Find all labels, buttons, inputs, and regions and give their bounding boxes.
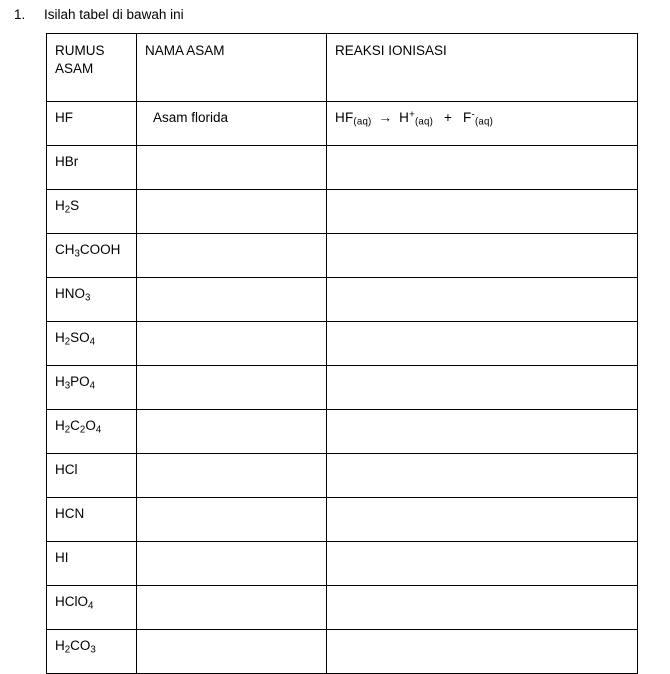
table-row — [47, 189, 638, 233]
cell-reaction[interactable] — [327, 541, 638, 585]
cell-name[interactable] — [137, 365, 327, 409]
cell-reaction[interactable] — [327, 409, 638, 453]
cell-reaction[interactable] — [327, 145, 638, 189]
cell-formula: $CH_3COOH$ — [47, 233, 137, 277]
cell-reaction[interactable] — [327, 365, 638, 409]
question-number: 1. — [14, 7, 26, 22]
header-reaction-text: REAKSI IONISASI — [335, 42, 447, 58]
cell-formula: $H_2CO_3$ — [47, 629, 137, 673]
header-cell-formula — [47, 33, 137, 101]
table-row — [47, 277, 638, 321]
cell-name[interactable] — [137, 233, 327, 277]
cell-name[interactable] — [137, 409, 327, 453]
cell-formula: HCl — [47, 453, 137, 497]
cell-formula: HF — [47, 101, 137, 145]
table-row — [47, 321, 638, 365]
cell-formula: $H_2S$ — [47, 189, 137, 233]
question-text: Isilah tabel di bawah ini — [44, 7, 184, 22]
cell-reaction[interactable] — [327, 101, 638, 145]
table-row — [47, 585, 638, 629]
cell-reaction[interactable] — [327, 585, 638, 629]
table-row — [47, 233, 638, 277]
cell-name[interactable] — [137, 629, 327, 673]
cell-formula: HBr — [47, 145, 137, 189]
cell-reaction[interactable] — [327, 321, 638, 365]
header-cell-name — [137, 33, 327, 101]
cell-name[interactable] — [137, 453, 327, 497]
cell-formula: $H_2SO_4$ — [47, 321, 137, 365]
cell-name[interactable] — [137, 321, 327, 365]
table-row — [47, 629, 638, 673]
header-cell-reaction — [327, 33, 638, 101]
cell-reaction[interactable] — [327, 497, 638, 541]
cell-formula: $HNO_3$ — [47, 277, 137, 321]
table-row — [47, 541, 638, 585]
cell-reaction[interactable] — [327, 629, 638, 673]
cell-formula: HI — [47, 541, 137, 585]
table-row — [47, 409, 638, 453]
cell-formula: HCN — [47, 497, 137, 541]
table-header-row — [47, 33, 638, 101]
cell-name[interactable] — [137, 145, 327, 189]
cell-name[interactable] — [137, 497, 327, 541]
cell-reaction[interactable] — [327, 233, 638, 277]
table-row — [47, 497, 638, 541]
header-name-text: NAMA ASAM — [145, 42, 225, 58]
table-row — [47, 365, 638, 409]
cell-name[interactable] — [137, 277, 327, 321]
header-formula-text: RUMUS ASAM — [55, 42, 105, 76]
table-row — [47, 453, 638, 497]
cell-name[interactable] — [137, 189, 327, 233]
cell-name[interactable] — [137, 541, 327, 585]
cell-reaction[interactable] — [327, 189, 638, 233]
cell-formula: $H_2C_2O_4$ — [47, 409, 137, 453]
acid-table — [46, 33, 638, 674]
question-1 — [0, 0, 670, 24]
cell-name[interactable]: Asam florida — [137, 101, 327, 145]
acid-table-body — [47, 33, 638, 673]
table-row — [47, 145, 638, 189]
table-row — [47, 101, 638, 145]
cell-reaction[interactable] — [327, 277, 638, 321]
cell-name[interactable] — [137, 585, 327, 629]
cell-formula: $H_3PO_4$ — [47, 365, 137, 409]
reaction-equation: $HF_{(aq)} \to H^+_{(aq)} + F^-_{(aq)}$ — [335, 109, 494, 128]
cell-formula: HClO$_4$ — [47, 585, 137, 629]
cell-reaction[interactable] — [327, 453, 638, 497]
